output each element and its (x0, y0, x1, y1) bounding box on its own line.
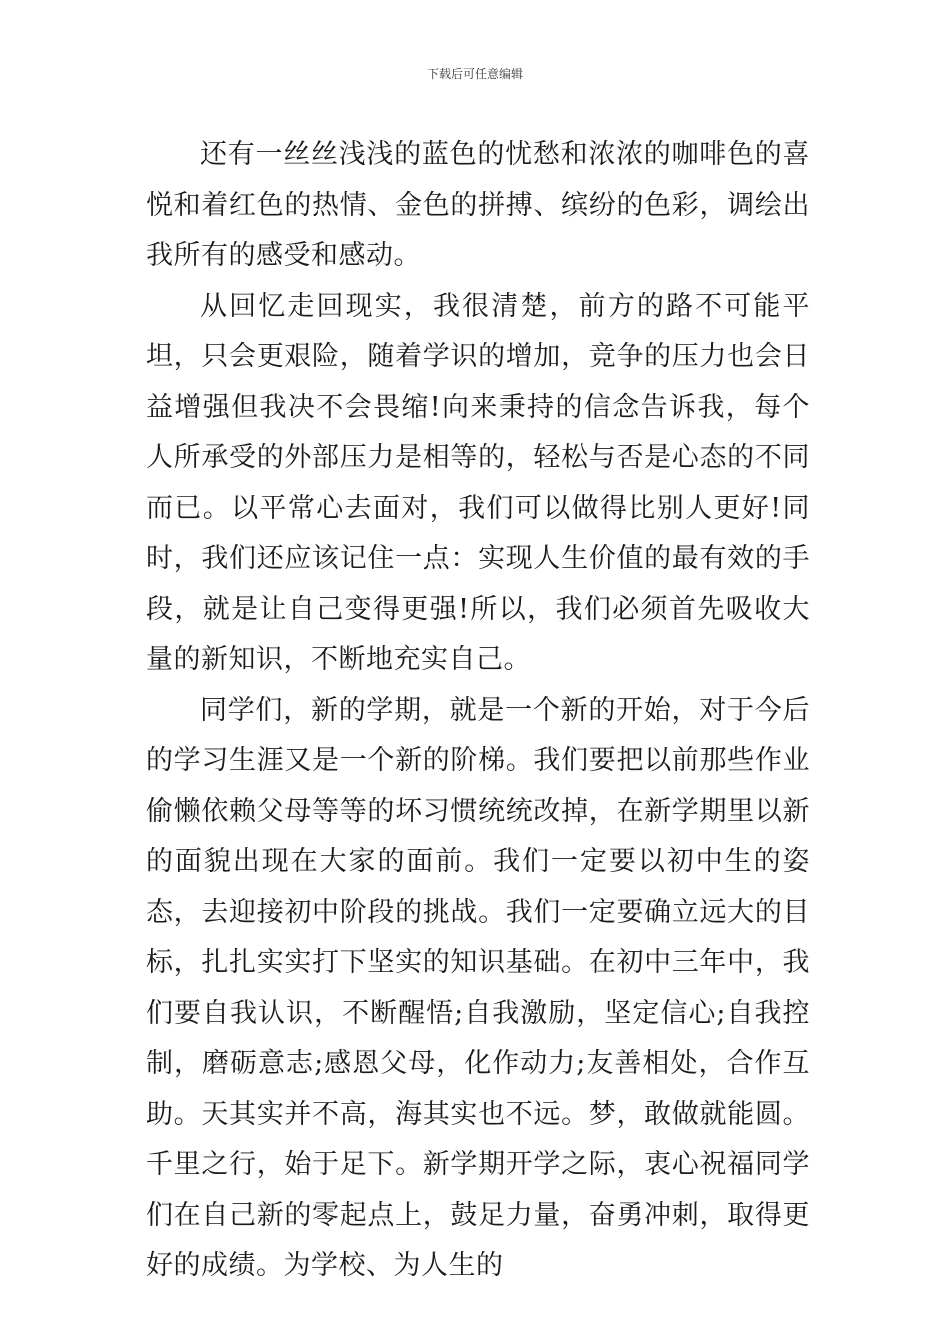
paragraph-2: 从回忆走回现实，我很清楚，前方的路不可能平坦，只会更艰险，随着学识的增加，竞争的压力也会日益增强但我决不会畏缩!向来秉持的信念告诉我，每个人所承受的外部压力是相等的，轻松与否是心态的不同而已。以平常心去面对，我们可以做得比别人更好!同时，我们还应该记住一点：实现人生价值的最有效的手段，就是让自己变得更强!所以，我们必须首先吸收大量的新知识，不断地充实自己。 (146, 290, 810, 675)
paragraph-1: 还有一丝丝浅浅的蓝色的忧愁和浓浓的咖啡色的喜悦和着红色的热情、金色的拼搏、缤纷的色彩，调绘出我所有的感受和感动。 (146, 139, 810, 271)
page-header: 下载后可任意编辑 (426, 67, 523, 81)
paragraph-3: 同学们，新的学期，就是一个新的开始，对于今后的学习生涯又是一个新的阶梯。我们要把以前那些作业偷懒依赖父母等等的坏习惯统统改掉，在新学期里以新的面貌出现在大家的面前。我们一定要以初中生的姿态，去迎接初中阶段的挑战。我们一定要确立远大的目标，扎扎实实打下坚实的知识基础。在初中三年中，我们要自我认识，不断醒悟;自我激励，坚定信心;自我控制，磨砺意志;感恩父母，化作动力;友善相处，合作互助。天其实并不高，海其实也不远。梦，敢做就能圆。千里之行，始于足下。新学期开学之际，衷心祝福同学们在自己新的零起点上，鼓足力量，奋勇冲刺，取得更好的成绩。为学校、为人生的 (146, 694, 810, 1281)
document-body (146, 130, 810, 1292)
